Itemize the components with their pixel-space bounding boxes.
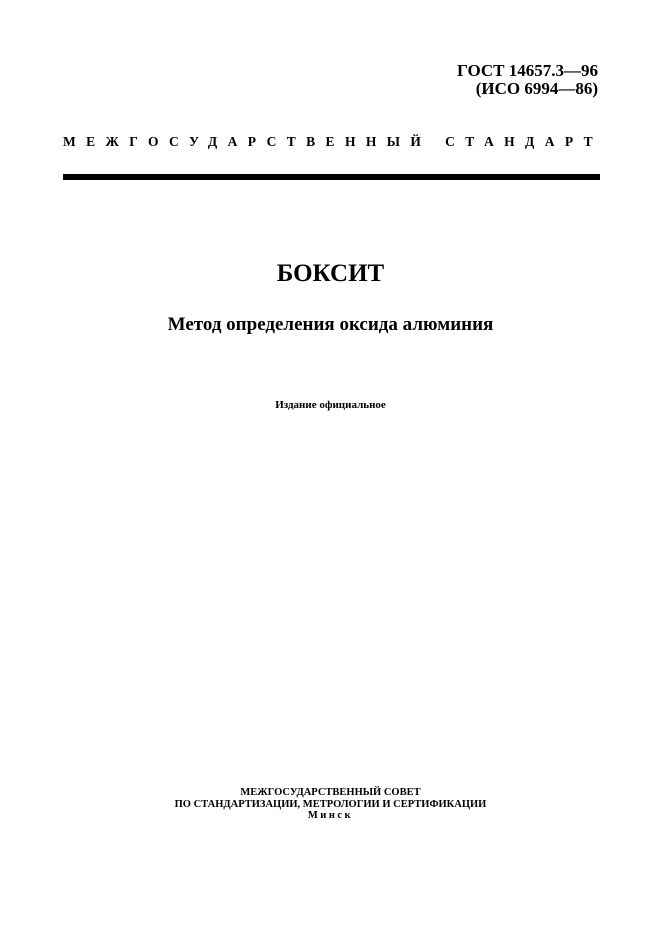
publisher-city: Минск [307,810,354,821]
iso-number: (ИСО 6994—86) [475,79,598,98]
publisher-block [0,787,661,822]
standard-designation [457,62,598,98]
document-subtitle: Метод определения оксида алюминия [167,314,494,335]
publisher-line-1: МЕЖГОСУДАРСТВЕННЫЙ СОВЕТ [240,787,421,798]
publisher-line-2: ПО СТАНДАРТИЗАЦИИ, МЕТРОЛОГИИ И СЕРТИФИКАЦИИ [174,798,487,810]
edition-note: Издание официальное [275,399,386,411]
standard-type-heading: МЕЖГОСУДАРСТВЕННЫЙ СТАНДАРТ [63,134,604,149]
document-title: БОКСИТ [276,260,385,287]
horizontal-rule [63,174,600,180]
gost-number: ГОСТ 14657.3—96 [457,61,598,80]
